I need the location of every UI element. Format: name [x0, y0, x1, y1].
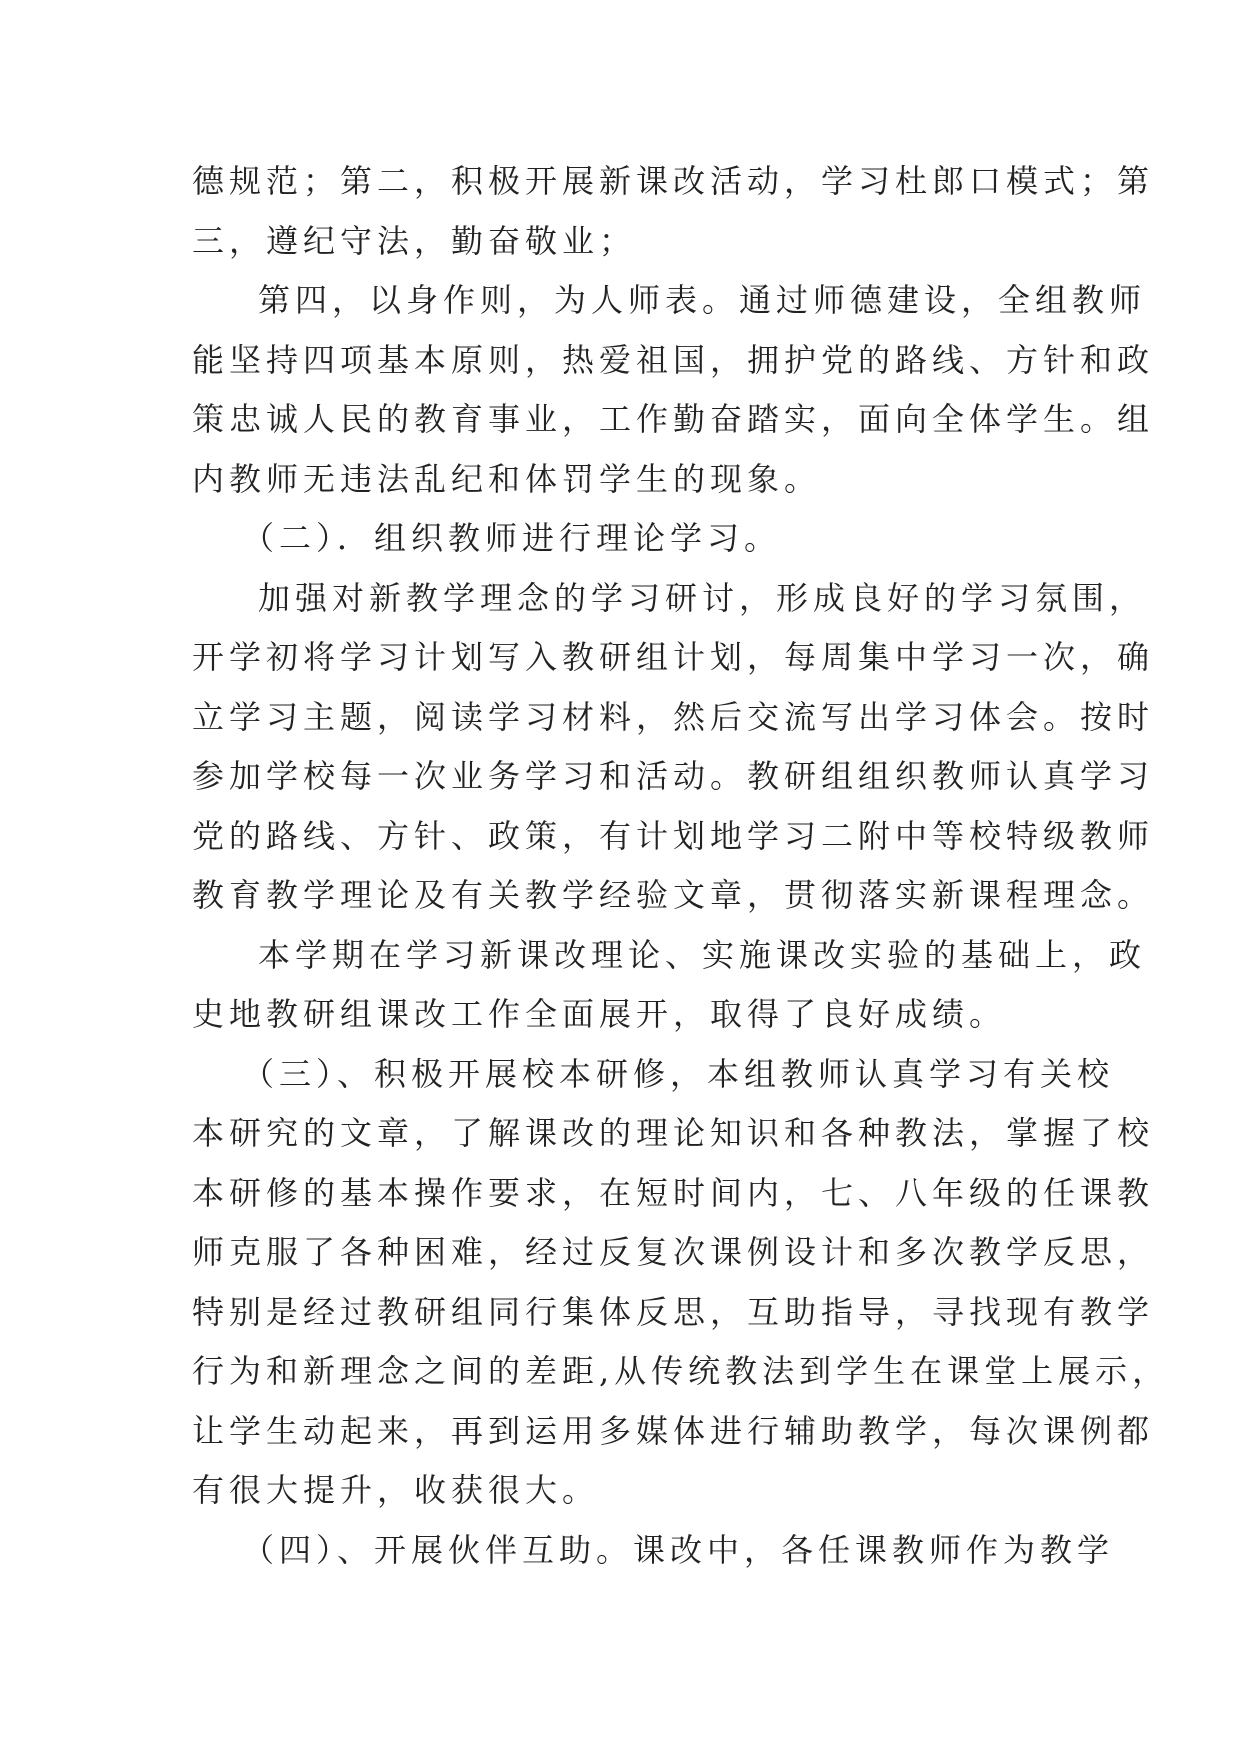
section-heading-3: （三）、积极开展校本研修，本组教师认真学习有关校: [242, 1054, 1115, 1093]
text-line: 本研究的文章，了解课改的理论知识和各种教法，掌握了校: [192, 1114, 1155, 1152]
text-line: 史地教研组课改工作全面展开，取得了良好成绩。: [192, 995, 1007, 1033]
text-line: 开学初将学习计划写入教研组计划，每周集中学习一次，确: [192, 638, 1155, 676]
text-line: 本研修的基本操作要求，在短时间内，七、八年级的任课教: [192, 1173, 1155, 1212]
text-line: 策忠诚人民的教育事业，工作勤奋踏实，面向全体学生。组: [192, 400, 1155, 438]
text-line: 教育教学理论及有关教学经验文章，贯彻落实新课程理念。: [192, 876, 1155, 914]
document-body: [192, 152, 1170, 1580]
section-heading-2: （二）．组织教师进行理论学习。: [242, 519, 782, 557]
text-line: 能坚持四项基本原则，热爱祖国，拥护党的路线、方针和政: [192, 340, 1155, 379]
paragraph-start-line: 第四，以身作则，为人师表。通过师德建设，全组教师: [258, 281, 1147, 319]
text-line: 立学习主题，阅读学习材料，然后交流写出学习体会。按时: [192, 697, 1155, 736]
text-line: 有很大提升，收获很大。: [192, 1471, 600, 1509]
text-line: 内教师无违法乱纪和体罚学生的现象。: [192, 459, 822, 498]
paragraph-start-line: 加强对新教学理念的学习研讨，形成良好的学习氛围，: [258, 578, 1147, 617]
text-line: 党的路线、方针、政策，有计划地学习二附中等校特级教师: [192, 816, 1155, 855]
text-line: 三，遵纪守法，勤奋敬业；: [192, 221, 637, 260]
text-line: 师克服了各种困难，经过反复次课例设计和多次教学反思，: [192, 1233, 1155, 1271]
text-line: 行为和新理念之间的差距,从传统教法到学生在课堂上展示，: [192, 1352, 1170, 1390]
text-line: 参加学校每一次业务学习和活动。教研组组织教师认真学习: [192, 757, 1155, 795]
text-line: 让学生动起来，再到运用多媒体进行辅助教学，每次课例都: [192, 1411, 1155, 1450]
section-heading-4: （四）、开展伙伴互助。课改中，各任课教师作为教学: [242, 1530, 1115, 1569]
text-line: 德规范；第二，积极开展新课改活动，学习杜郎口模式；第: [192, 162, 1155, 200]
paragraph-start-line: 本学期在学习新课改理论、实施课改实验的基础上，政: [258, 935, 1147, 974]
text-line: 特别是经过教研组同行集体反思，互助指导，寻找现有教学: [192, 1292, 1155, 1331]
